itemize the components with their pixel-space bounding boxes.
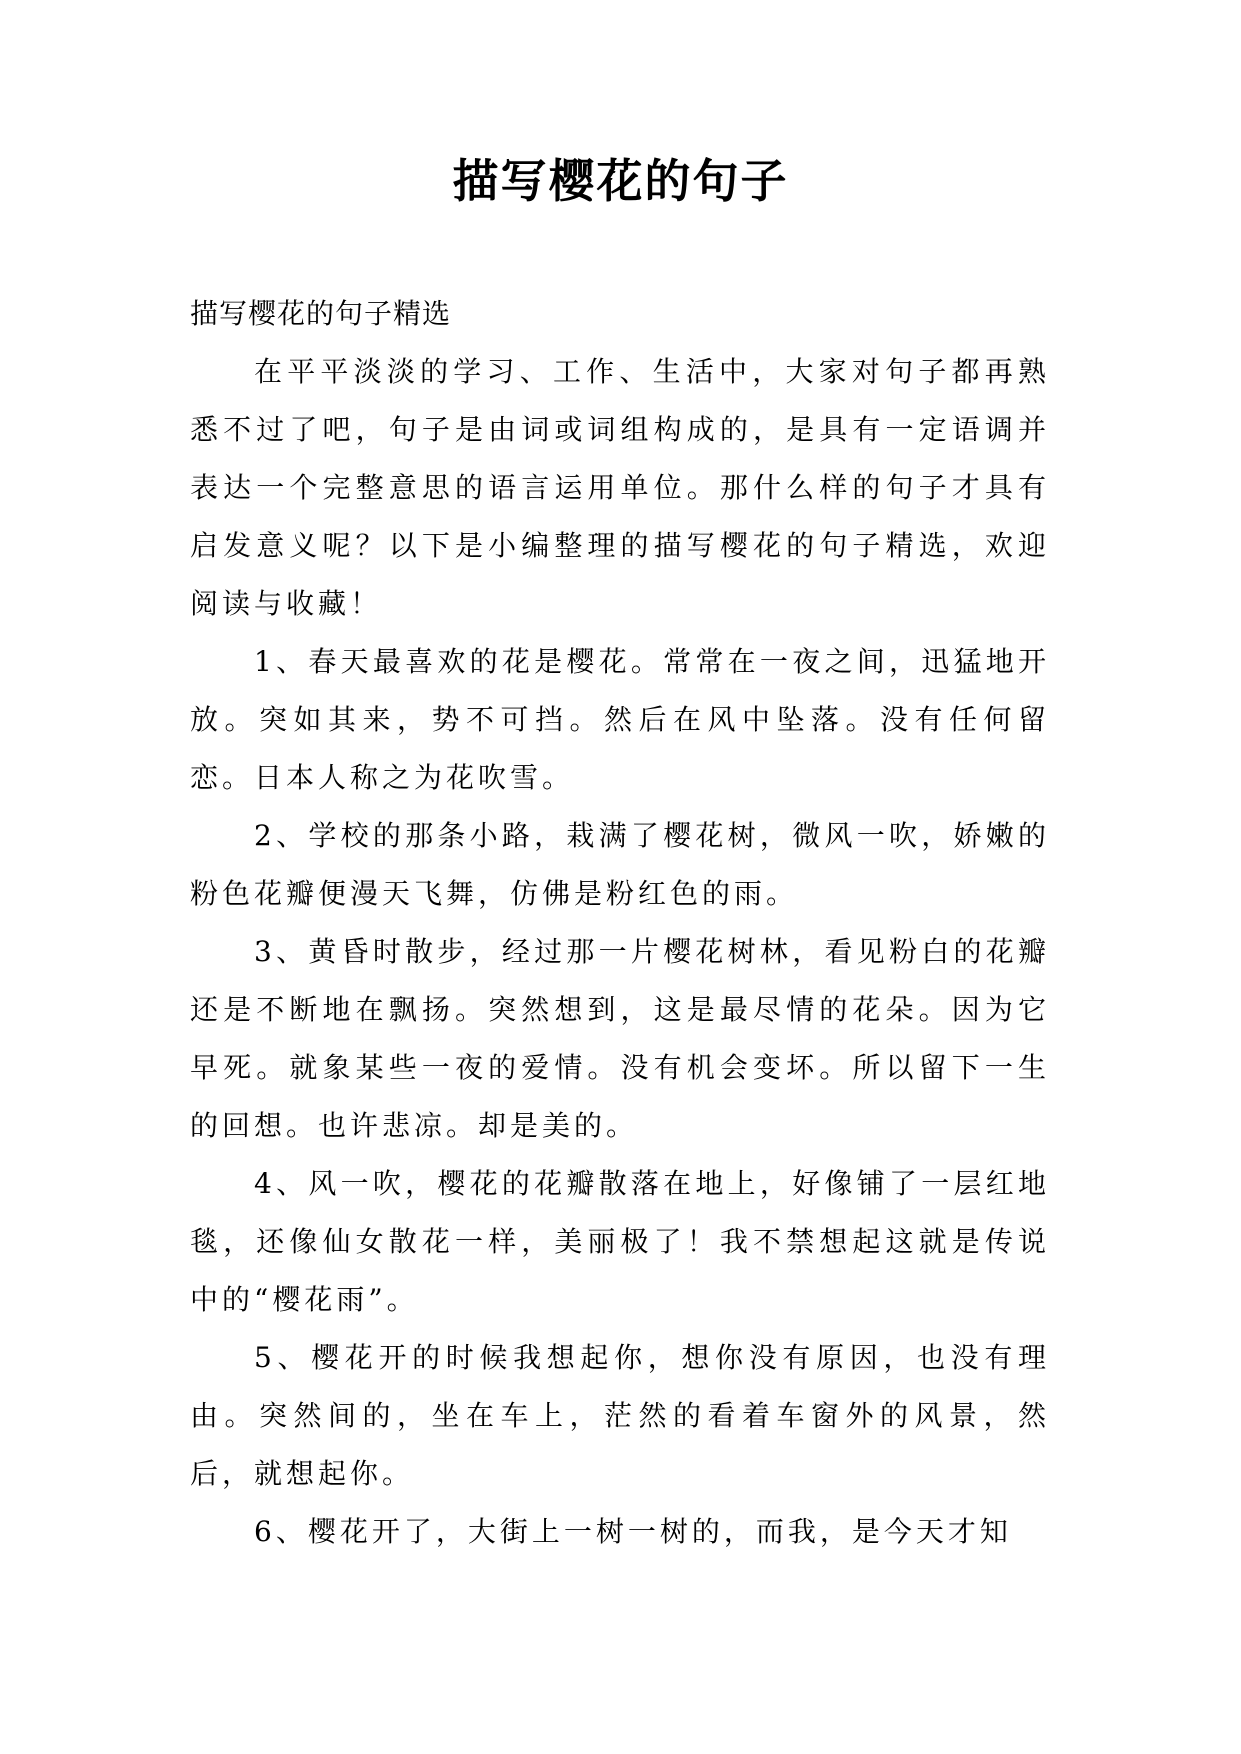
document-subtitle: 描写樱花的句子精选 [190, 297, 452, 330]
intro-paragraph: 在平平淡淡的学习、工作、生活中，大家对句子都再熟悉不过了吧，句子是由词或词组构成的，是具有一定语调并表达一个完整意思的语言运用单位。那什么样的句子才具有启发意义呢？以下是小编整理的描写樱花的句子精选，欢迎阅读与收藏！ [190, 355, 1050, 620]
sentence-4-paragraph: 4、风一吹，樱花的花瓣散落在地上，好像铺了一层红地毯，还像仙女散花一样，美丽极了！我不禁想起这就是传说中的“樱花雨”。 [190, 1167, 1050, 1316]
document-title: 描写樱花的句子 [452, 154, 789, 208]
sentence-1-paragraph: 1、春天最喜欢的花是樱花。常常在一夜之间，迅猛地开放。突如其来，势不可挡。然后在风中坠落。没有任何留恋。日本人称之为花吹雪。 [190, 645, 1050, 794]
sentence-3-paragraph: 3、黄昏时散步，经过那一片樱花树林，看见粉白的花瓣还是不断地在飘扬。突然想到，这是最尽情的花朵。因为它早死。就象某些一夜的爱情。没有机会变坏。所以留下一生的回想。也许悲凉。却是美的。 [190, 935, 1050, 1142]
document-body [190, 285, 1050, 1561]
sentence-2-paragraph: 2、学校的那条小路，栽满了樱花树，微风一吹，娇嫩的粉色花瓣便漫天飞舞，仿佛是粉红色的雨。 [190, 819, 1050, 910]
sentence-6-paragraph: 6、樱花开了，大街上一树一树的，而我，是今天才知 [254, 1515, 1012, 1548]
sentence-5-paragraph: 5、樱花开的时候我想起你，想你没有原因，也没有理由。突然间的，坐在车上，茫然的看着车窗外的风景，然后，就想起你。 [190, 1341, 1050, 1490]
